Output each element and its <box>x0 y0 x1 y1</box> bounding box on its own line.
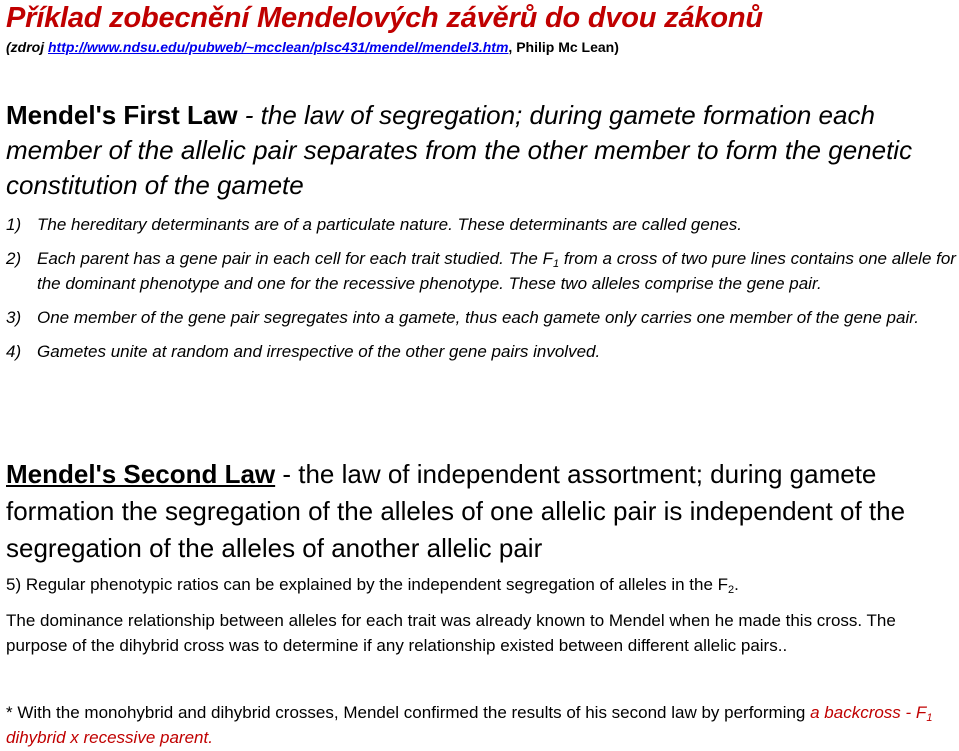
first-law-heading <box>6 98 956 203</box>
source-prefix: (zdroj <box>6 39 48 55</box>
page-title: Příklad zobecnění Mendelových závěrů do dvou zákonů <box>6 2 763 34</box>
source-author: , Philip Mc Lean) <box>508 39 619 55</box>
first-law-name: Mendel's First Law <box>6 100 238 130</box>
item-text-part: from a cross of two pure lines contains one allele for the dominant phenotype and one for the recessive phenotype. These two alleles comprise the gene pair. <box>37 249 956 293</box>
second-law-heading <box>6 456 956 567</box>
item-text: One member of the gene pair segregates into a gamete, thus each gamete only carries one member of the gene pair. <box>37 308 919 327</box>
first-law-text: - the law of segregation; during gamete formation each member of the allelic pair separates from the other member to form the genetic constitution of the gamete <box>6 100 913 200</box>
footnote <box>6 700 956 750</box>
item-number: 4) <box>6 342 22 361</box>
item-text: Gametes unite at random and irrespective of the other gene pairs involved. <box>37 342 601 361</box>
second-law-name: Mendel's Second Law <box>6 459 276 489</box>
dominance-paragraph: The dominance relationship between alleles for each trait was already known to Mendel when he made this cross. The purpose of the dihybrid cross was to determine if any relationship existed between different allelic pairs.. <box>6 611 896 655</box>
item-5 <box>6 572 956 597</box>
footnote-red-text: dihybrid x recessive parent. <box>6 728 213 747</box>
item-number: 3) <box>6 308 22 327</box>
list-item <box>6 246 956 296</box>
first-law-items <box>6 212 956 373</box>
item-5-text: 5) Regular phenotypic ratios can be explained by the independent segregation of alleles in the F <box>6 575 729 594</box>
list-item <box>6 339 956 364</box>
item-text-part: Each parent has a gene pair in each cell for each trait studied. The F <box>37 249 553 268</box>
subscript: 1 <box>552 258 560 270</box>
second-law-text: - the law of independent assortment; during gamete formation the segregation of the alleles of one allelic pair is independent of the segregation of the alleles of another allelic pair <box>6 459 906 563</box>
list-item <box>6 212 956 237</box>
item-5-end: . <box>734 575 739 594</box>
footnote-text: * With the monohybrid and dihybrid crosses, Mendel confirmed the results of his second law by performing <box>6 703 811 722</box>
subscript: 1 <box>926 712 933 724</box>
source-citation <box>6 39 619 55</box>
item-number: 1) <box>6 215 22 234</box>
item-text <box>37 246 956 296</box>
source-link[interactable]: http://www.ndsu.edu/pubweb/~mcclean/plsc431/mendel/mendel3.htm <box>48 39 509 55</box>
list-item <box>6 305 956 330</box>
footnote-red-text: a backcross - F <box>810 703 927 722</box>
subscript: 2 <box>728 584 735 596</box>
item-text: The hereditary determinants are of a particulate nature. These determinants are called genes. <box>37 215 742 234</box>
item-number: 2) <box>6 249 22 268</box>
